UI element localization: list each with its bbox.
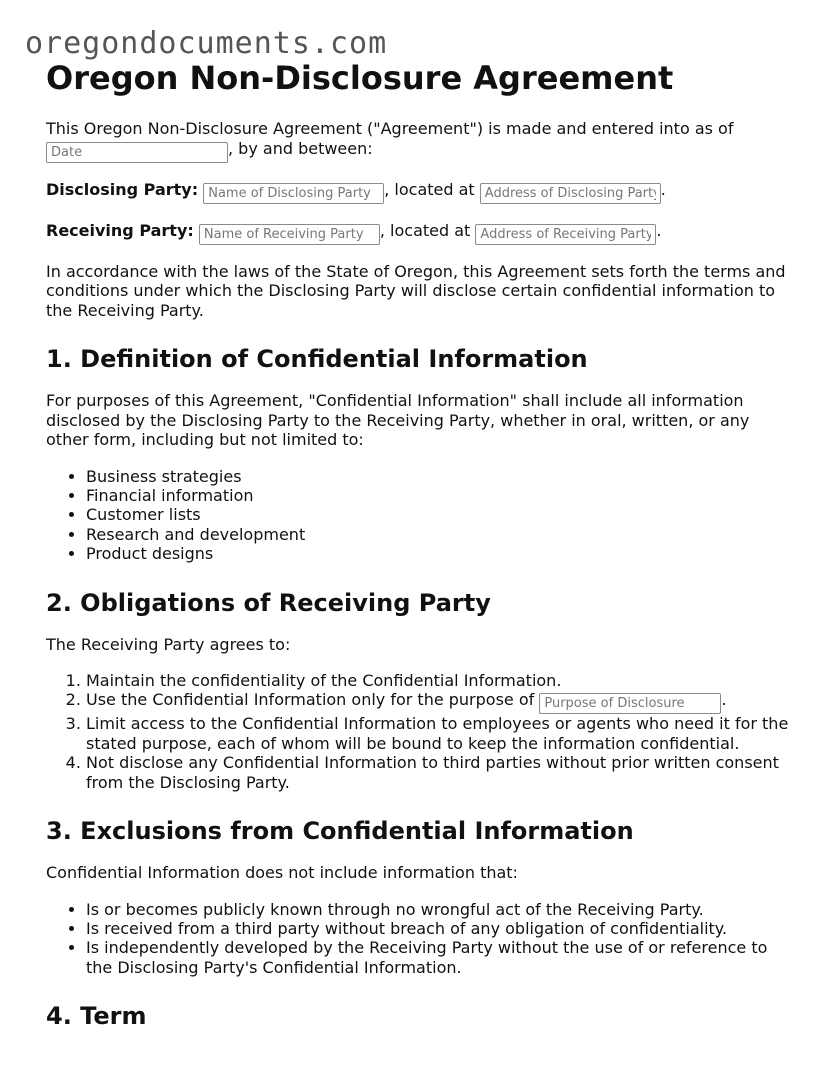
list-item: • Product designs (86, 544, 796, 563)
section-2-list (46, 671, 796, 792)
watermark: oregondocuments.com (25, 26, 388, 61)
disclosing-party-name-field[interactable] (203, 183, 384, 204)
list-item: • Is independently developed by the Receiving Party without the use of or reference to the Disclosing Party's Confidential Information. (86, 938, 796, 977)
section-3-list (46, 900, 796, 978)
list-item: 1. Maintain the confidentiality of the Confidential Information. (86, 671, 796, 690)
section-1-list (46, 467, 796, 564)
accordance-paragraph: In accordance with the laws of the State of Oregon, this Agreement sets forth the terms and conditions under which the Disclosing Party will disclose certain confidential information to the Receiving Party. (46, 261, 786, 320)
disclosing-party-address-field[interactable] (480, 183, 661, 204)
section-3-heading: 3. Exclusions from Confidential Information (46, 817, 634, 846)
intro-paragraph (46, 119, 796, 163)
receiving-party-label: Receiving Party: (46, 220, 194, 240)
intro-text-after: , by and between: (228, 138, 373, 158)
list-item: • Financial information (86, 486, 796, 505)
purpose-end: . (721, 690, 727, 710)
section-1-heading: 1. Definition of Confidential Information (46, 345, 588, 373)
list-item: • Is or becomes publicly known through no wrongful act of the Receiving Party. (86, 900, 796, 919)
purpose-of-disclosure-field[interactable] (539, 693, 721, 714)
receiving-end: . (656, 220, 662, 240)
receiving-party-address-field[interactable] (475, 224, 656, 245)
section-2-heading: 2. Obligations of Receiving Party (46, 588, 491, 617)
list-item: • Business strategies (86, 467, 796, 486)
disclosing-party-line (46, 180, 796, 204)
section-2-text: The Receiving Party agrees to: (46, 634, 291, 654)
receiving-located-text: , located at (379, 220, 471, 240)
disclosing-party-label: Disclosing Party: (46, 179, 199, 199)
date-field[interactable] (46, 142, 228, 163)
intro-text: This Oregon Non-Disclosure Agreement ("Agreement") is made and entered into as of (46, 119, 734, 138)
list-item: • Is received from a third party without breach of any obligation of confidentiality. (86, 919, 796, 938)
list-item: 3. Limit access to the Confidential Information to employees or agents who need it for the stated purpose, each of whom will be bound to keep the information confidential. (86, 714, 796, 753)
receiving-party-name-field[interactable] (199, 224, 380, 245)
list-item: • Research and development (86, 525, 796, 544)
page-title: Oregon Non-Disclosure Agreement (46, 59, 674, 97)
section-3-text: Confidential Information does not include information that: (46, 863, 518, 883)
disclosing-located-text: , located at (384, 179, 475, 199)
disclosing-end: . (660, 179, 666, 199)
document (46, 58, 796, 1031)
section-1-text: For purposes of this Agreement, "Confidential Information" shall include all information disclosed by the Disclosing Party to the Receiving Party, whether in oral, written, or any other form, including but not limited to: (46, 391, 750, 449)
receiving-party-line (46, 221, 796, 245)
section-4-heading: 4. Term (46, 1002, 147, 1031)
purpose-text: Use the Confidential Information only for the purpose of (86, 690, 535, 710)
list-item-purpose (86, 690, 796, 714)
list-item: • Customer lists (86, 505, 796, 524)
list-item: 4. Not disclose any Confidential Information to third parties without prior written consent from the Disclosing Party. (86, 753, 796, 792)
